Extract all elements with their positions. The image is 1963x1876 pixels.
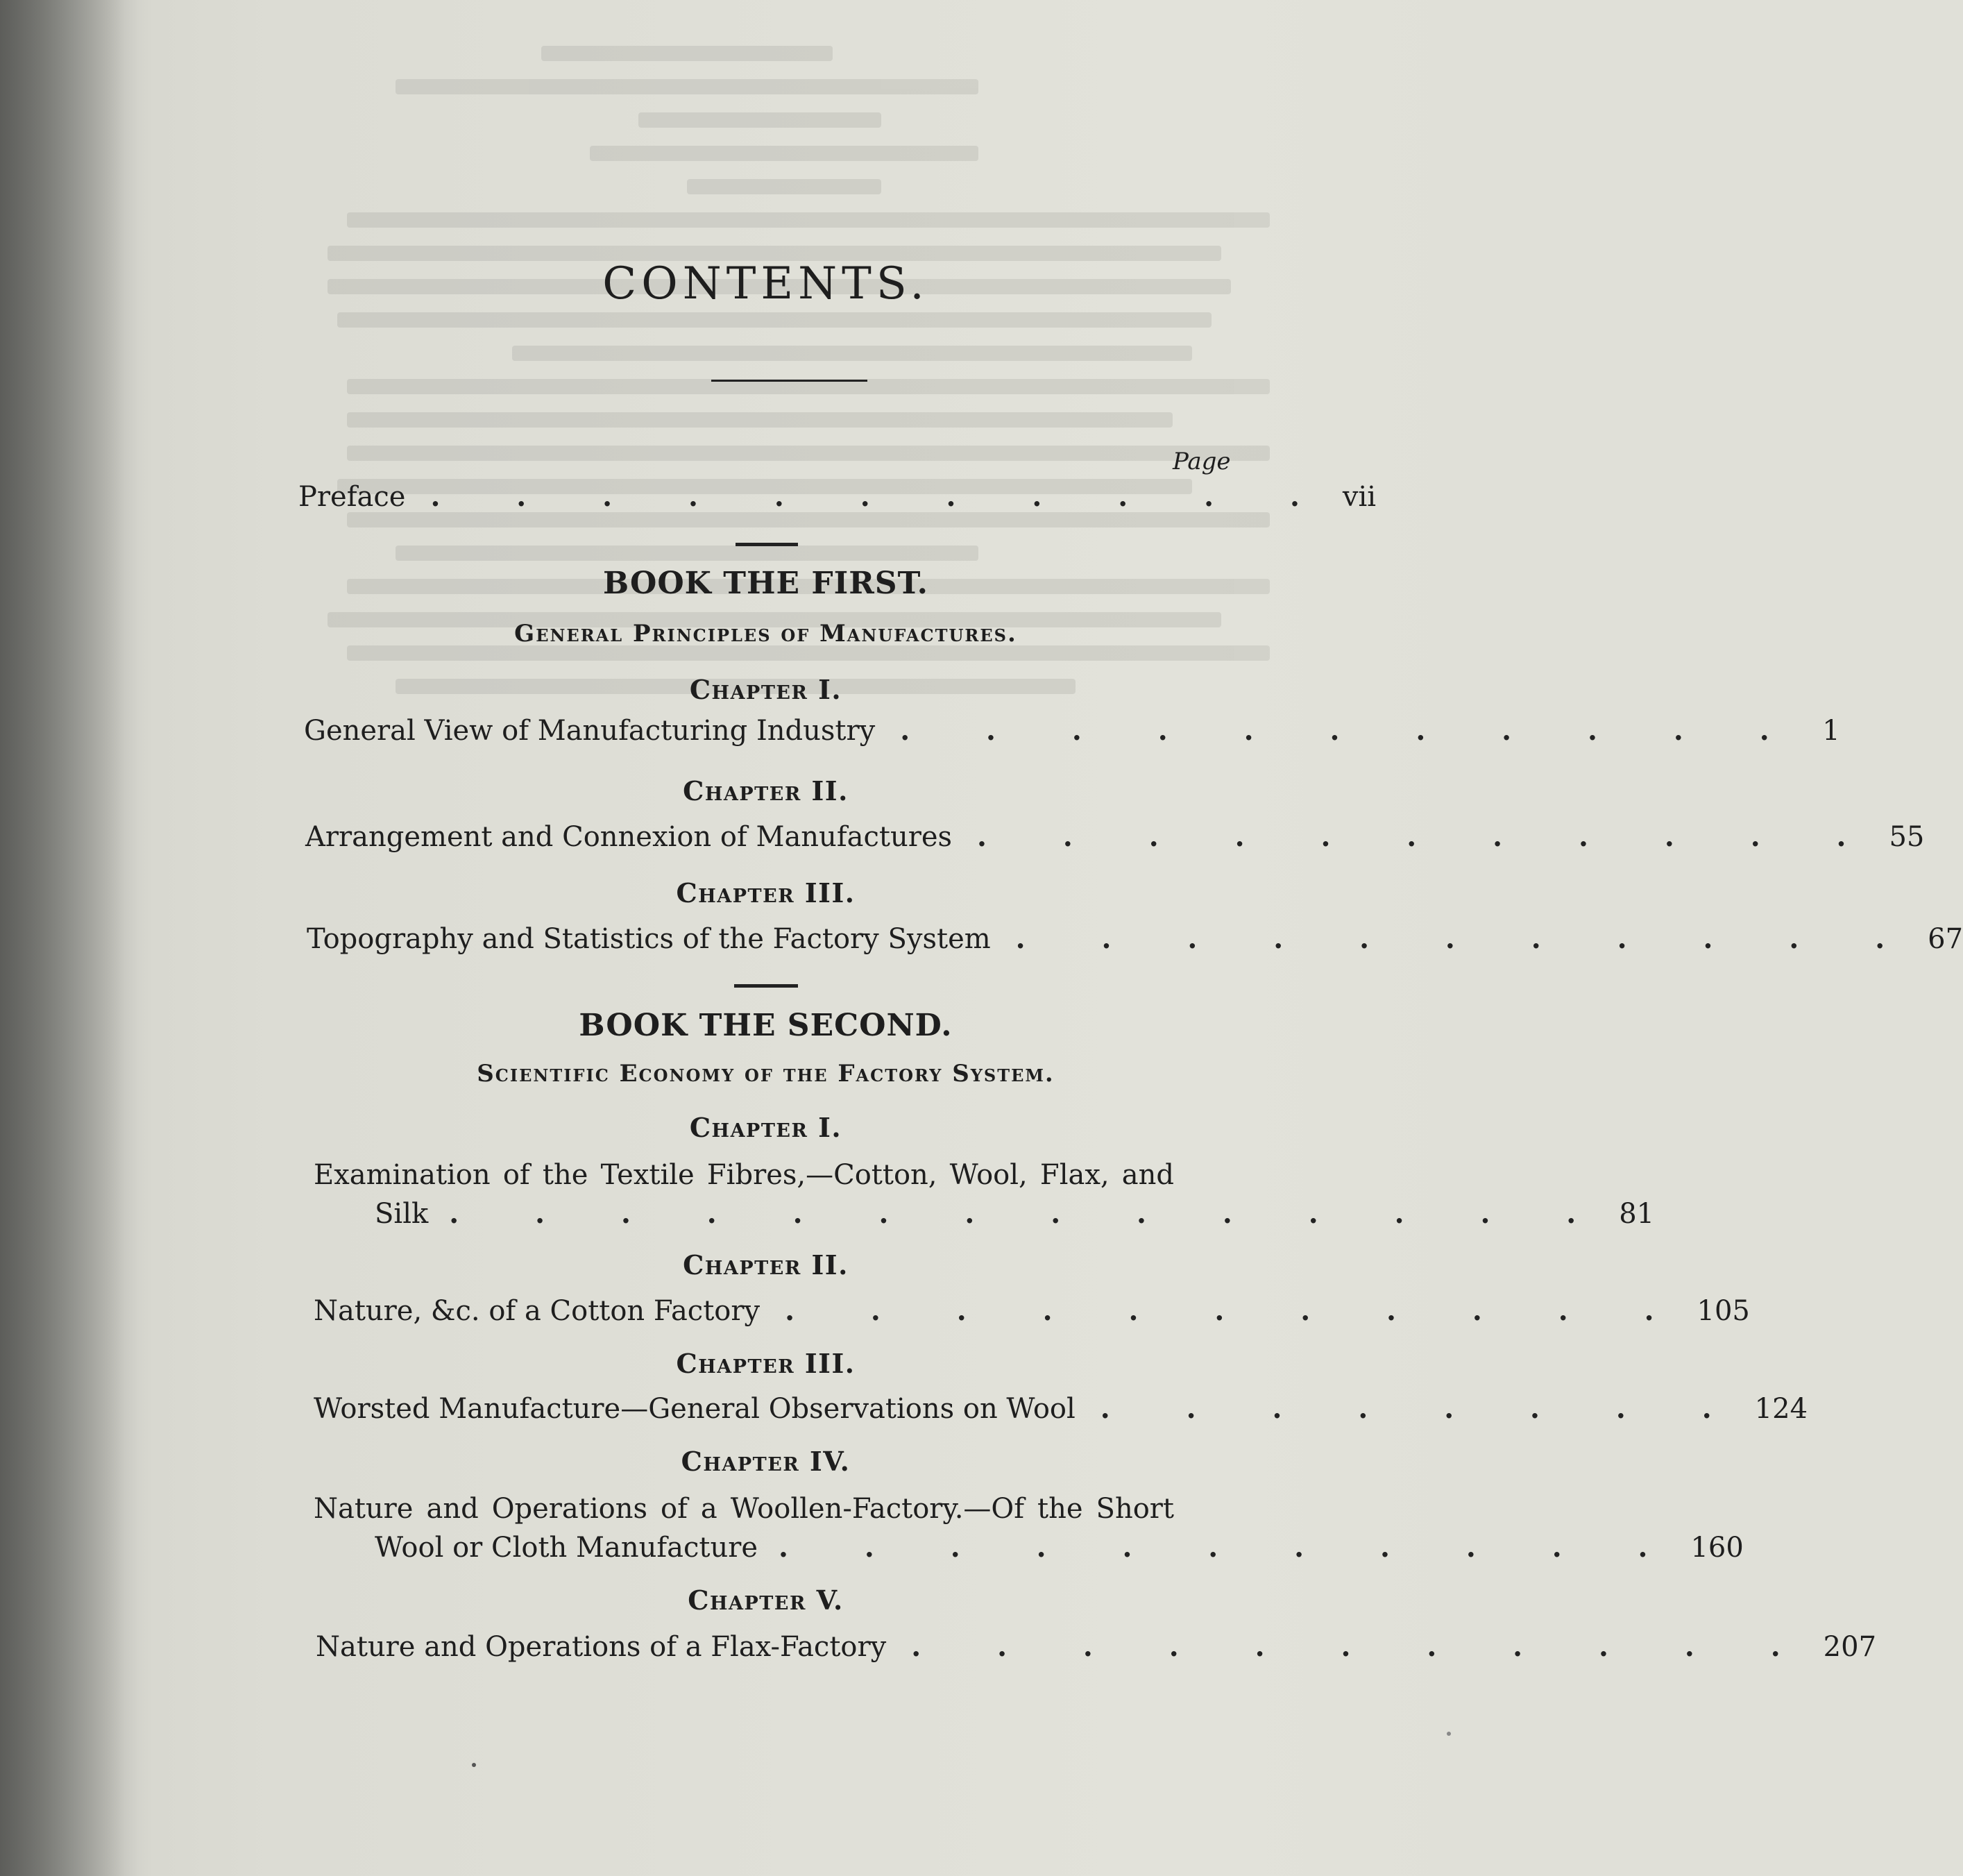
book-subtitle: General Principles of Manufactures. <box>514 620 1017 648</box>
dot-leader: . . . . . . . . . . . <box>911 1630 1814 1663</box>
page-column-label: Page <box>1173 448 1231 475</box>
chapter-label: Chapter II. <box>683 775 849 806</box>
entry-title: Nature and Operations of a Flax-Factory <box>316 1631 887 1663</box>
entry-page: 105 <box>1697 1295 1750 1327</box>
entry-page: 160 <box>1690 1532 1744 1564</box>
entry-title: General View of Manufacturing Industry <box>304 715 876 747</box>
show-through-text <box>298 28 1270 1069</box>
toc-entry[interactable] <box>298 1489 1744 1567</box>
entry-title-line2: Silk <box>375 1198 429 1230</box>
toc-entry[interactable] <box>314 1292 1750 1330</box>
chapter-label: Chapter I. <box>689 674 842 705</box>
chapter-label: Chapter III. <box>676 877 856 909</box>
title-rule <box>711 380 867 382</box>
toc-entry[interactable] <box>316 1628 1877 1666</box>
chapter-label: Chapter IV. <box>681 1446 851 1477</box>
entry-page: 1 <box>1822 715 1840 747</box>
entry-title: Nature, &c. of a Cotton Factory <box>314 1295 760 1327</box>
dot-leader: . . . . . . . . . . . <box>779 1531 1681 1564</box>
entry-title: Topography and Statistics of the Factory System <box>307 923 991 955</box>
entry-title: Worsted Manufacture—General Observations on Wool <box>314 1393 1076 1425</box>
entry-page: vii <box>1342 481 1377 513</box>
entry-page: 207 <box>1823 1631 1877 1663</box>
entry-title-line2: Wool or Cloth Manufacture <box>375 1532 758 1564</box>
entry-title-line1: Nature and Operations of a Woollen-Factory.—Of the Short <box>314 1493 1174 1525</box>
toc-entry[interactable] <box>305 818 1925 856</box>
chapter-label: Chapter I. <box>689 1112 842 1143</box>
entry-title: Arrangement and Connexion of Manufactures <box>305 821 953 853</box>
toc-entry[interactable] <box>314 1389 1808 1428</box>
book-heading: BOOK THE FIRST. <box>603 566 928 601</box>
toc-entry[interactable] <box>298 1156 1655 1233</box>
dot-leader: . . . . . . . . . . . <box>900 714 1803 747</box>
entry-page: 124 <box>1754 1393 1808 1425</box>
section-rule <box>736 543 798 546</box>
chapter-label: Chapter III. <box>676 1348 856 1379</box>
dot-leader: . . . . . . . . . . . <box>1015 922 1919 955</box>
section-rule <box>734 984 798 988</box>
entry-page: 55 <box>1889 821 1925 853</box>
chapter-label: Chapter V. <box>688 1585 844 1616</box>
toc-entry-preface[interactable] <box>298 478 1377 516</box>
entry-page: 81 <box>1619 1198 1655 1230</box>
chapter-label: Chapter II. <box>683 1249 849 1281</box>
dot-leader: . . . . . . . . <box>1100 1392 1745 1425</box>
book-subtitle: Scientific Economy of the Factory System. <box>477 1060 1055 1088</box>
toc-entry[interactable] <box>307 920 1963 958</box>
dot-leader: . . . . . . . . . . . . . . <box>449 1197 1610 1230</box>
toc-entry[interactable] <box>304 711 1840 750</box>
entry-title-line1: Examination of the Textile Fibres,—Cotton, Wool, Flax, and <box>314 1159 1174 1191</box>
dot-leader: . . . . . . . . . . . <box>430 480 1333 513</box>
book-heading: BOOK THE SECOND. <box>579 1008 953 1043</box>
paper-speck <box>1447 1732 1451 1736</box>
paper-speck <box>472 1763 476 1767</box>
dot-leader: . . . . . . . . . . . <box>977 820 1880 853</box>
entry-page: 67 <box>1928 923 1963 955</box>
page-title: CONTENTS. <box>602 258 929 310</box>
dot-leader: . . . . . . . . . . . <box>785 1294 1688 1327</box>
entry-title: Preface <box>298 481 406 513</box>
